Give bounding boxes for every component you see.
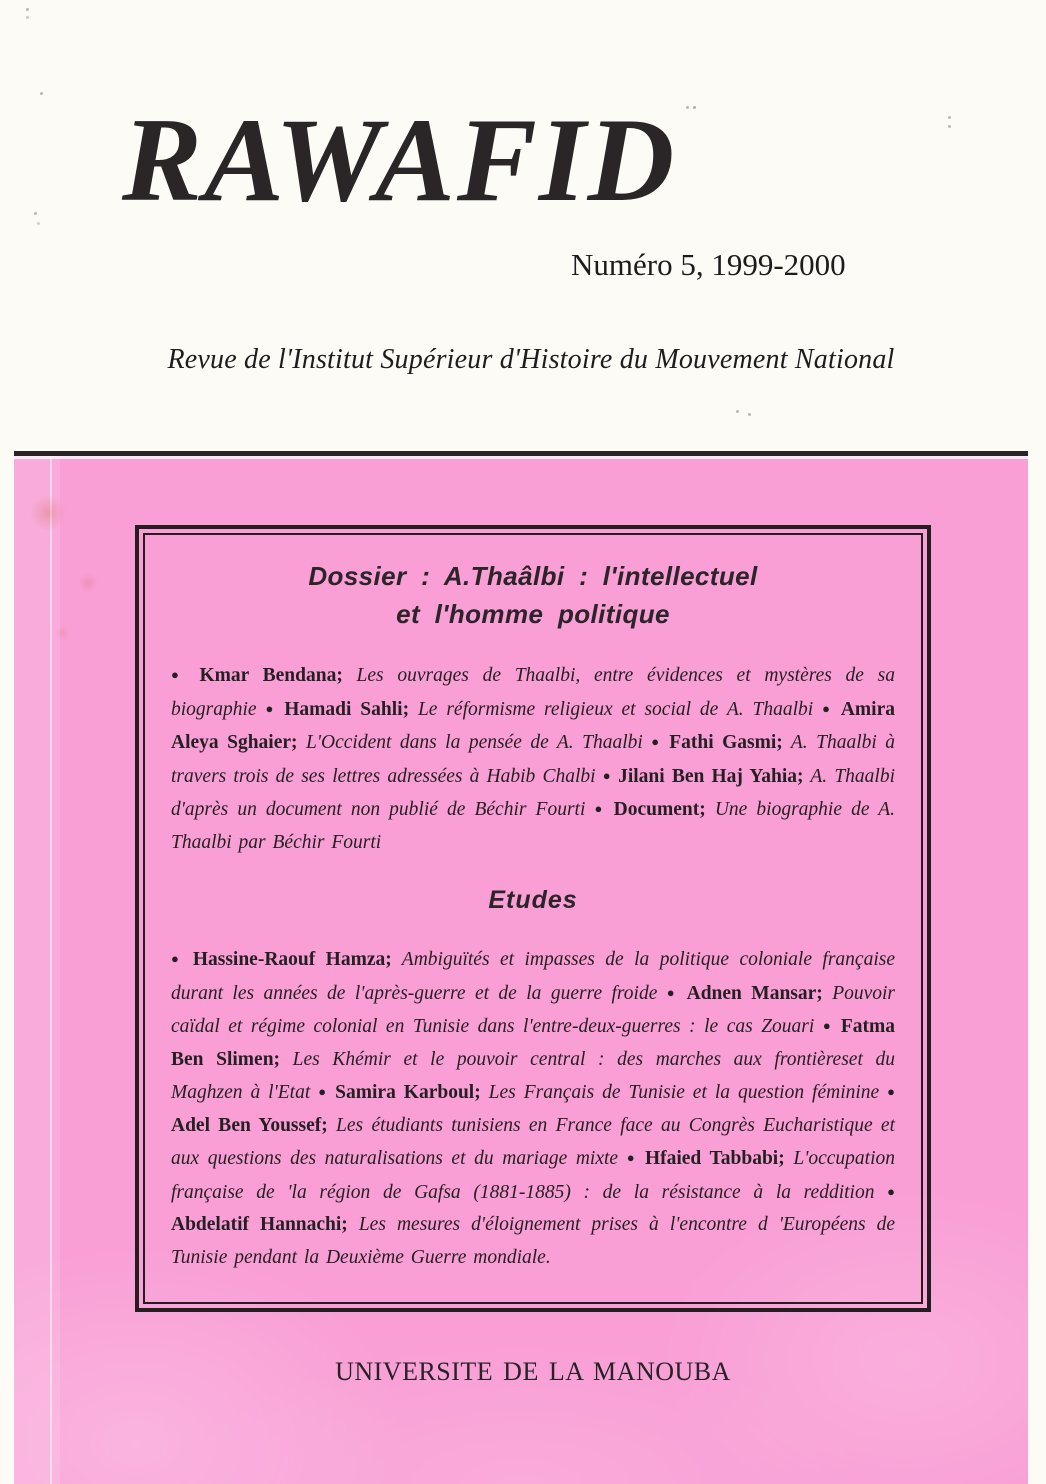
journal-subtitle: Revue de l'Institut Supérieur d'Histoire du Mouvement National — [167, 344, 895, 375]
author-name: Adel Ben Youssef; — [171, 1114, 328, 1136]
article-title: L'occupation française de 'la région de Gafsa (1881-1885) : de la résistance à la reddition — [171, 1148, 896, 1203]
article-title: Le réformisme religieux et social de A. Thaalbi — [409, 698, 814, 720]
bullet-icon: ● — [171, 667, 186, 682]
scan-speck — [736, 410, 739, 413]
bullet-icon: ● — [265, 700, 276, 716]
scan-speck — [686, 106, 689, 109]
issue-number: Numéro 5, 1999-2000 — [571, 247, 846, 282]
dossier-heading-line2: et l'homme politique — [396, 599, 670, 629]
author-name: Kmar Bendana; — [199, 665, 343, 686]
article-title: Ambiguïtés et impasses de la politique coloniale française durant les années de l'après-guerre et de la guerre froide — [171, 949, 895, 1004]
bullet-icon: ● — [887, 1183, 895, 1199]
stain-mark — [18, 473, 138, 663]
bullet-icon: ● — [822, 700, 832, 716]
article-title: A. Thaalbi d'après un document non publié de Béchir Fourti — [171, 765, 895, 820]
bullet-icon: ● — [887, 1084, 896, 1099]
bullet-icon: ● — [651, 734, 661, 749]
article-title: Les Khémir et le pouvoir central : des marches aux frontièreset du Maghzen à l'Etat — [171, 1048, 895, 1103]
article-title: Les ouvrages de Thaalbi, entre évidences et mystères de sa biographie — [171, 665, 896, 720]
article-title: L'Occident dans la pensée de A. Thaalbi — [297, 732, 643, 753]
article-title: Pouvoir caïdal et régime colonial en Tunisie dans l'entre-deux-guerres : le cas Zouari — [171, 982, 896, 1037]
author-name: Fathi Gasmi; — [669, 732, 783, 753]
toc-entry — [265, 699, 813, 720]
journal-title: RAWAFID — [122, 93, 677, 226]
etudes-list — [171, 943, 895, 1274]
toc-entry — [318, 1082, 879, 1103]
author-name: Amira Aleya Sghaier; — [171, 698, 895, 753]
bullet-icon: ● — [822, 1018, 833, 1033]
bullet-icon: ● — [666, 984, 678, 1000]
author-name: Hamadi Sahli; — [284, 698, 410, 720]
author-name: Document; — [613, 799, 706, 820]
contents-inner — [143, 533, 923, 1304]
article-title: Une biographie de A. Thaalbi par Béchir Fourti — [171, 799, 896, 853]
article-title: A. Thaalbi à travers trois de ses lettres adressées à Habib Chalbi — [171, 732, 895, 787]
dossier-heading-line1: Dossier : A.Thaâlbi : l'intellectuel — [308, 561, 758, 591]
author-name: Adnen Mansar; — [686, 982, 823, 1004]
author-name: Hassine-Raouf Hamza; — [192, 949, 392, 970]
dossier-heading — [171, 557, 895, 633]
author-name: Hfaied Tabbabi; — [644, 1148, 785, 1169]
scan-speck — [34, 212, 37, 215]
bullet-icon: ● — [318, 1084, 328, 1099]
scan-speck — [40, 92, 43, 95]
article-title: Les étudiants tunisiens en France face au Congrès Eucharistique et aux questions des naturalisations et du mariage mixte — [171, 1114, 895, 1169]
article-title: Les mesures d'éloignement prises à l'encontre d 'Européens de Tunisie pendant la Deuxième Guerre mondiale. — [171, 1214, 895, 1268]
author-name: Jilani Ben Haj Yahia; — [618, 765, 804, 787]
dossier-list — [171, 659, 895, 859]
author-name: Samira Karboul; — [335, 1082, 481, 1103]
author-name: Fatma Ben Slimen; — [171, 1016, 896, 1070]
cover-top-edge — [14, 451, 1028, 456]
scan-speck — [26, 8, 29, 11]
article-title: Les Français de Tunisie et la question féminine — [480, 1082, 880, 1103]
bullet-icon: ● — [171, 951, 183, 966]
author-name: Abdelatif Hannachi; — [171, 1214, 348, 1235]
bullet-icon: ● — [626, 1150, 637, 1165]
bullet-icon: ● — [594, 801, 605, 816]
etudes-heading: Etudes — [488, 886, 578, 914]
publisher-name: UNIVERSITE DE LA MANOUBA — [335, 1357, 731, 1386]
bullet-icon: ● — [602, 767, 611, 783]
contents-box — [135, 525, 931, 1312]
cover — [14, 451, 1028, 1484]
scan-speck — [948, 116, 951, 119]
